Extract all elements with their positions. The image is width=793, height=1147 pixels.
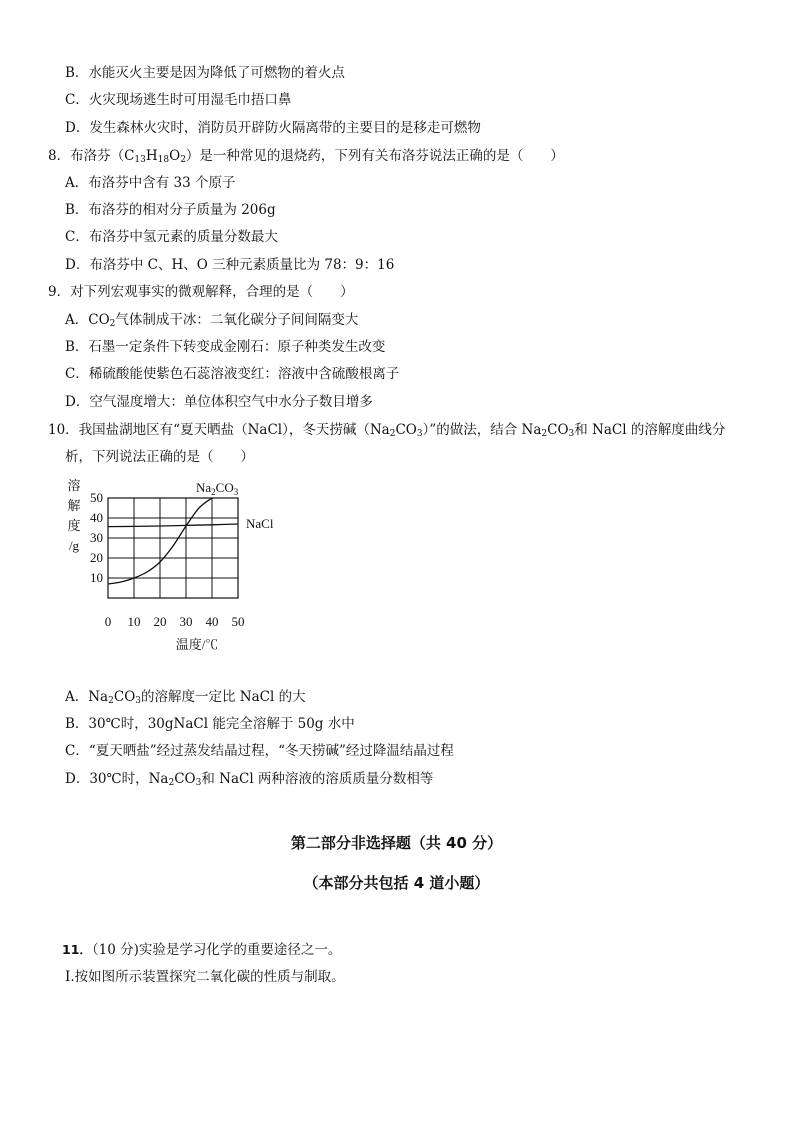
- solubility-chart: [62, 476, 312, 660]
- q10-option-a: A．$Na_2CO_3$的溶解度一定比 NaCl 的大: [65, 689, 306, 706]
- q10-option-d: D．30℃时，$Na_2CO_3$和 NaCl 两种溶液的溶质质量分数相等: [65, 771, 434, 788]
- y-axis-label-char: 溶: [67, 478, 81, 493]
- x-tick-label: 30: [179, 614, 193, 629]
- y-axis-label-char: /g: [68, 538, 80, 553]
- q10-option-c: C．“夏天晒盐”经过蒸发结晶过程，“冬天捞碱”经过降温结晶过程: [65, 743, 454, 759]
- q9-option-c: C．稀硫酸能使紫色石蕊溶液变红：溶液中含硫酸根离子: [65, 366, 400, 382]
- q7-option-c: C．火灾现场逃生时可用湿毛巾捂口鼻: [65, 92, 292, 108]
- nacl-curve: [108, 524, 238, 527]
- q10-option-b: B．30℃时，30gNaCl 能完全溶解于 50g 水中: [65, 716, 355, 732]
- q10-stem-line1: 10．我国盐湖地区有“夏天晒盐（NaCl），冬天捞碱$(Na_2CO_3)$”的做法，结合 $Na_2CO_3$和 NaCl 的溶解度曲线分: [48, 422, 726, 439]
- q9-option-a: A．$CO_2$气体制成干冰：二氧化碳分子间间隔变大: [65, 312, 359, 329]
- na2co3-label: $Na_2CO_3$: [196, 480, 239, 497]
- x-tick-label: 50: [231, 614, 245, 629]
- q8-stem: 8．布洛芬$(C_{13}H_{18}O_2)$是一种常见的退烧药，下列有关布洛芬说法正确的是（ ）: [48, 148, 564, 165]
- y-tick-label: 30: [90, 530, 103, 545]
- q10-stem-line2: 析，下列说法正确的是（ ）: [65, 449, 254, 465]
- q7-option-d: D．发生森林火灾时，消防员开辟防火隔离带的主要目的是移走可燃物: [65, 120, 481, 136]
- q7-option-b: B．水能灭火主要是因为降低了可燃物的着火点: [65, 65, 345, 81]
- x-tick-label: 20: [153, 614, 167, 629]
- x-tick-label: 0: [104, 614, 112, 629]
- q11-stem: 11．（10 分)实验是学习化学的重要途径之一。: [62, 942, 342, 958]
- q11-part1: Ⅰ.按如图所示装置探究二氧化碳的性质与制取。: [65, 969, 345, 985]
- section-subtitle: （本部分共包括 4 道小题）: [303, 874, 490, 892]
- y-tick-label: 40: [90, 510, 103, 525]
- x-tick-label: 40: [205, 614, 219, 629]
- section-title: 第二部分非选择题（共 40 分）: [290, 834, 503, 852]
- y-tick-label: 50: [90, 490, 103, 505]
- nacl-label: NaCl: [246, 516, 274, 531]
- y-axis-label-char: 解: [67, 498, 81, 513]
- q8-option-d: D．布洛芬中 C、H、O 三种元素质量比为 78：9：16: [65, 257, 395, 273]
- y-tick-label: 20: [90, 550, 103, 565]
- q9-stem: 9．对下列宏观事实的微观解释，合理的是（ ）: [48, 284, 354, 300]
- q8-option-a: A．布洛芬中含有 33 个原子: [65, 175, 236, 191]
- q9-option-b: B．石墨一定条件下转变成金刚石：原子种类发生改变: [65, 339, 386, 355]
- x-tick-label: 10: [127, 614, 141, 629]
- q8-option-b: B．布洛芬的相对分子质量为 206g: [65, 202, 276, 218]
- q11-number: 11．: [62, 942, 92, 957]
- x-axis-label: 温度/℃: [175, 637, 219, 652]
- y-axis-label-char: 度: [67, 518, 81, 533]
- q8-option-c: C．布洛芬中氢元素的质量分数最大: [65, 229, 278, 245]
- y-tick-label: 10: [90, 570, 103, 585]
- q9-option-d: D．空气湿度增大：单位体积空气中水分子数目增多: [65, 394, 373, 410]
- plot-frame: [108, 498, 238, 598]
